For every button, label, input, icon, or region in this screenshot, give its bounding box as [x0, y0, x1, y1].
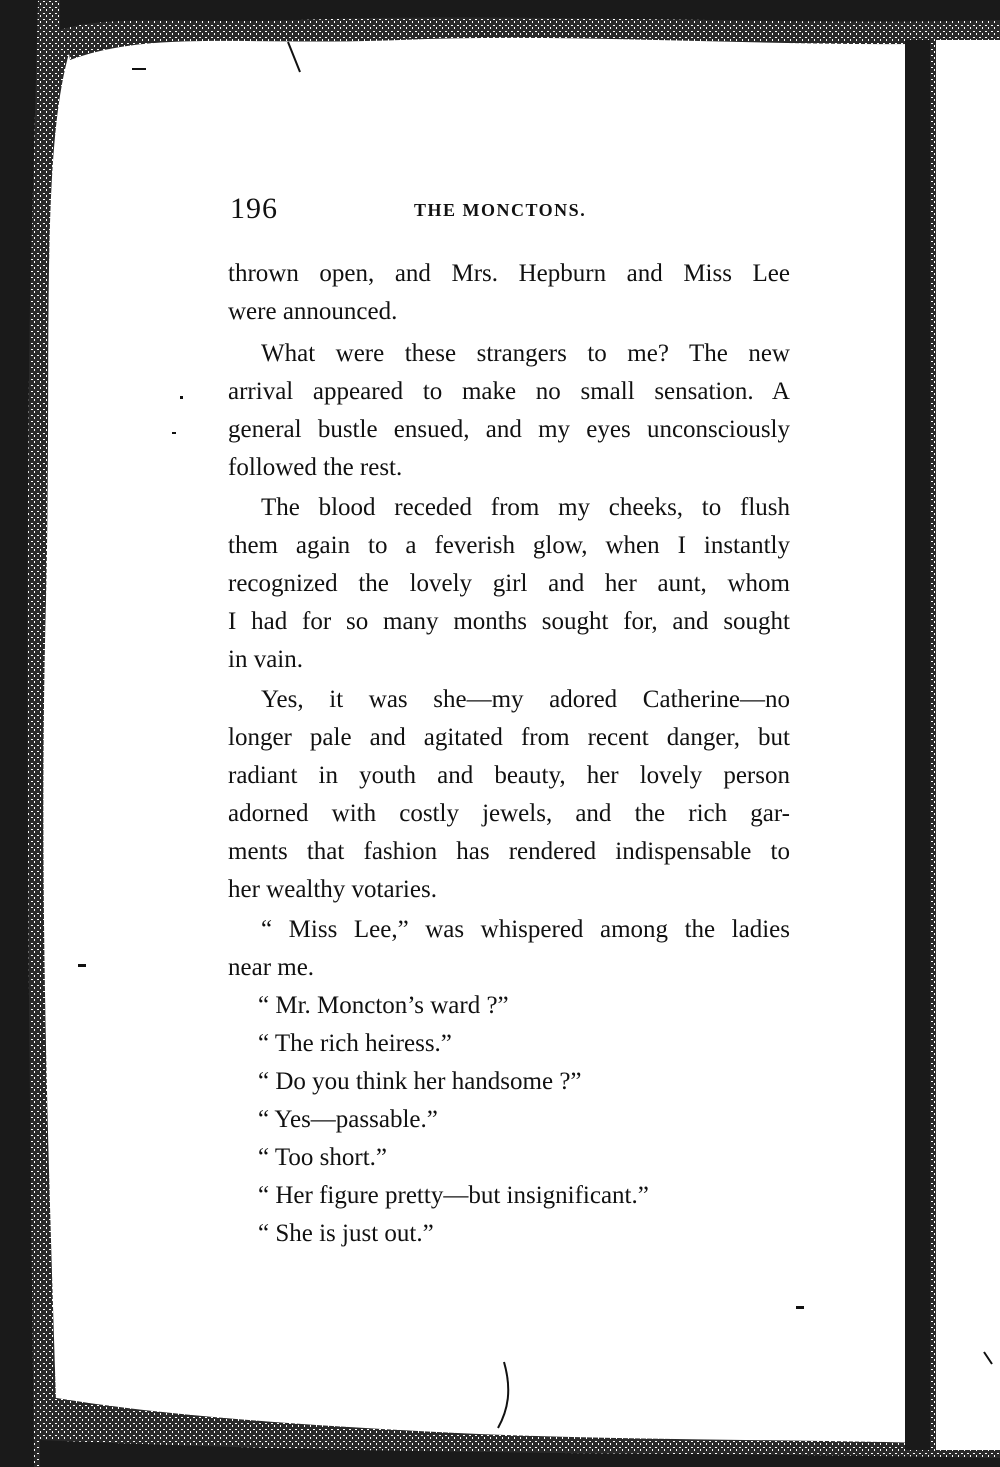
- text-line: thrown open, and Mrs. Hepburn and Miss Lee: [228, 260, 790, 287]
- text-line: in vain.: [228, 646, 303, 673]
- text-line: “ Miss Lee,” was whispered among the ladies: [261, 916, 790, 943]
- dialogue-line: “ Do you think her handsome ?”: [258, 1068, 582, 1095]
- text-line: general bustle ensued, and my eyes unconsciously: [228, 416, 790, 443]
- dialogue-line: “ Mr. Moncton’s ward ?”: [258, 992, 509, 1019]
- dialogue-line: “ Too short.”: [258, 1144, 388, 1171]
- text-line: The blood receded from my cheeks, to flush: [261, 494, 790, 521]
- text-line: longer pale and agitated from recent danger, but: [228, 724, 790, 751]
- text-line: were announced.: [228, 298, 398, 325]
- text-line: radiant in youth and beauty, her lovely person: [228, 762, 790, 789]
- page-header: [228, 192, 798, 232]
- text-line: I had for so many months sought for, and sought: [228, 608, 790, 635]
- text-line: What were these strangers to me? The new: [261, 340, 790, 367]
- text-line: arrival appeared to make no small sensation. A: [228, 378, 790, 405]
- dialogue-line: “ She is just out.”: [258, 1220, 434, 1247]
- text-line: Yes, it was she—my adored Catherine—no: [261, 686, 790, 713]
- book-page: [228, 0, 798, 1467]
- dialogue-line: “ Her figure pretty—but insignificant.”: [258, 1182, 649, 1209]
- page-number: 196: [230, 192, 278, 225]
- text-line: recognized the lovely girl and her aunt, whom: [228, 570, 790, 597]
- text-line: followed the rest.: [228, 454, 403, 481]
- text-line: near me.: [228, 954, 315, 981]
- text-line: them again to a feverish glow, when I instantly: [228, 532, 790, 559]
- text-line: adorned with costly jewels, and the rich gar-: [228, 800, 790, 827]
- text-line: her wealthy votaries.: [228, 876, 437, 903]
- dialogue-line: “ The rich heiress.”: [258, 1030, 452, 1057]
- running-title: THE MONCTONS.: [414, 200, 587, 220]
- dialogue-line: “ Yes—passable.”: [258, 1106, 438, 1133]
- text-line: ments that fashion has rendered indispensable to: [228, 838, 790, 865]
